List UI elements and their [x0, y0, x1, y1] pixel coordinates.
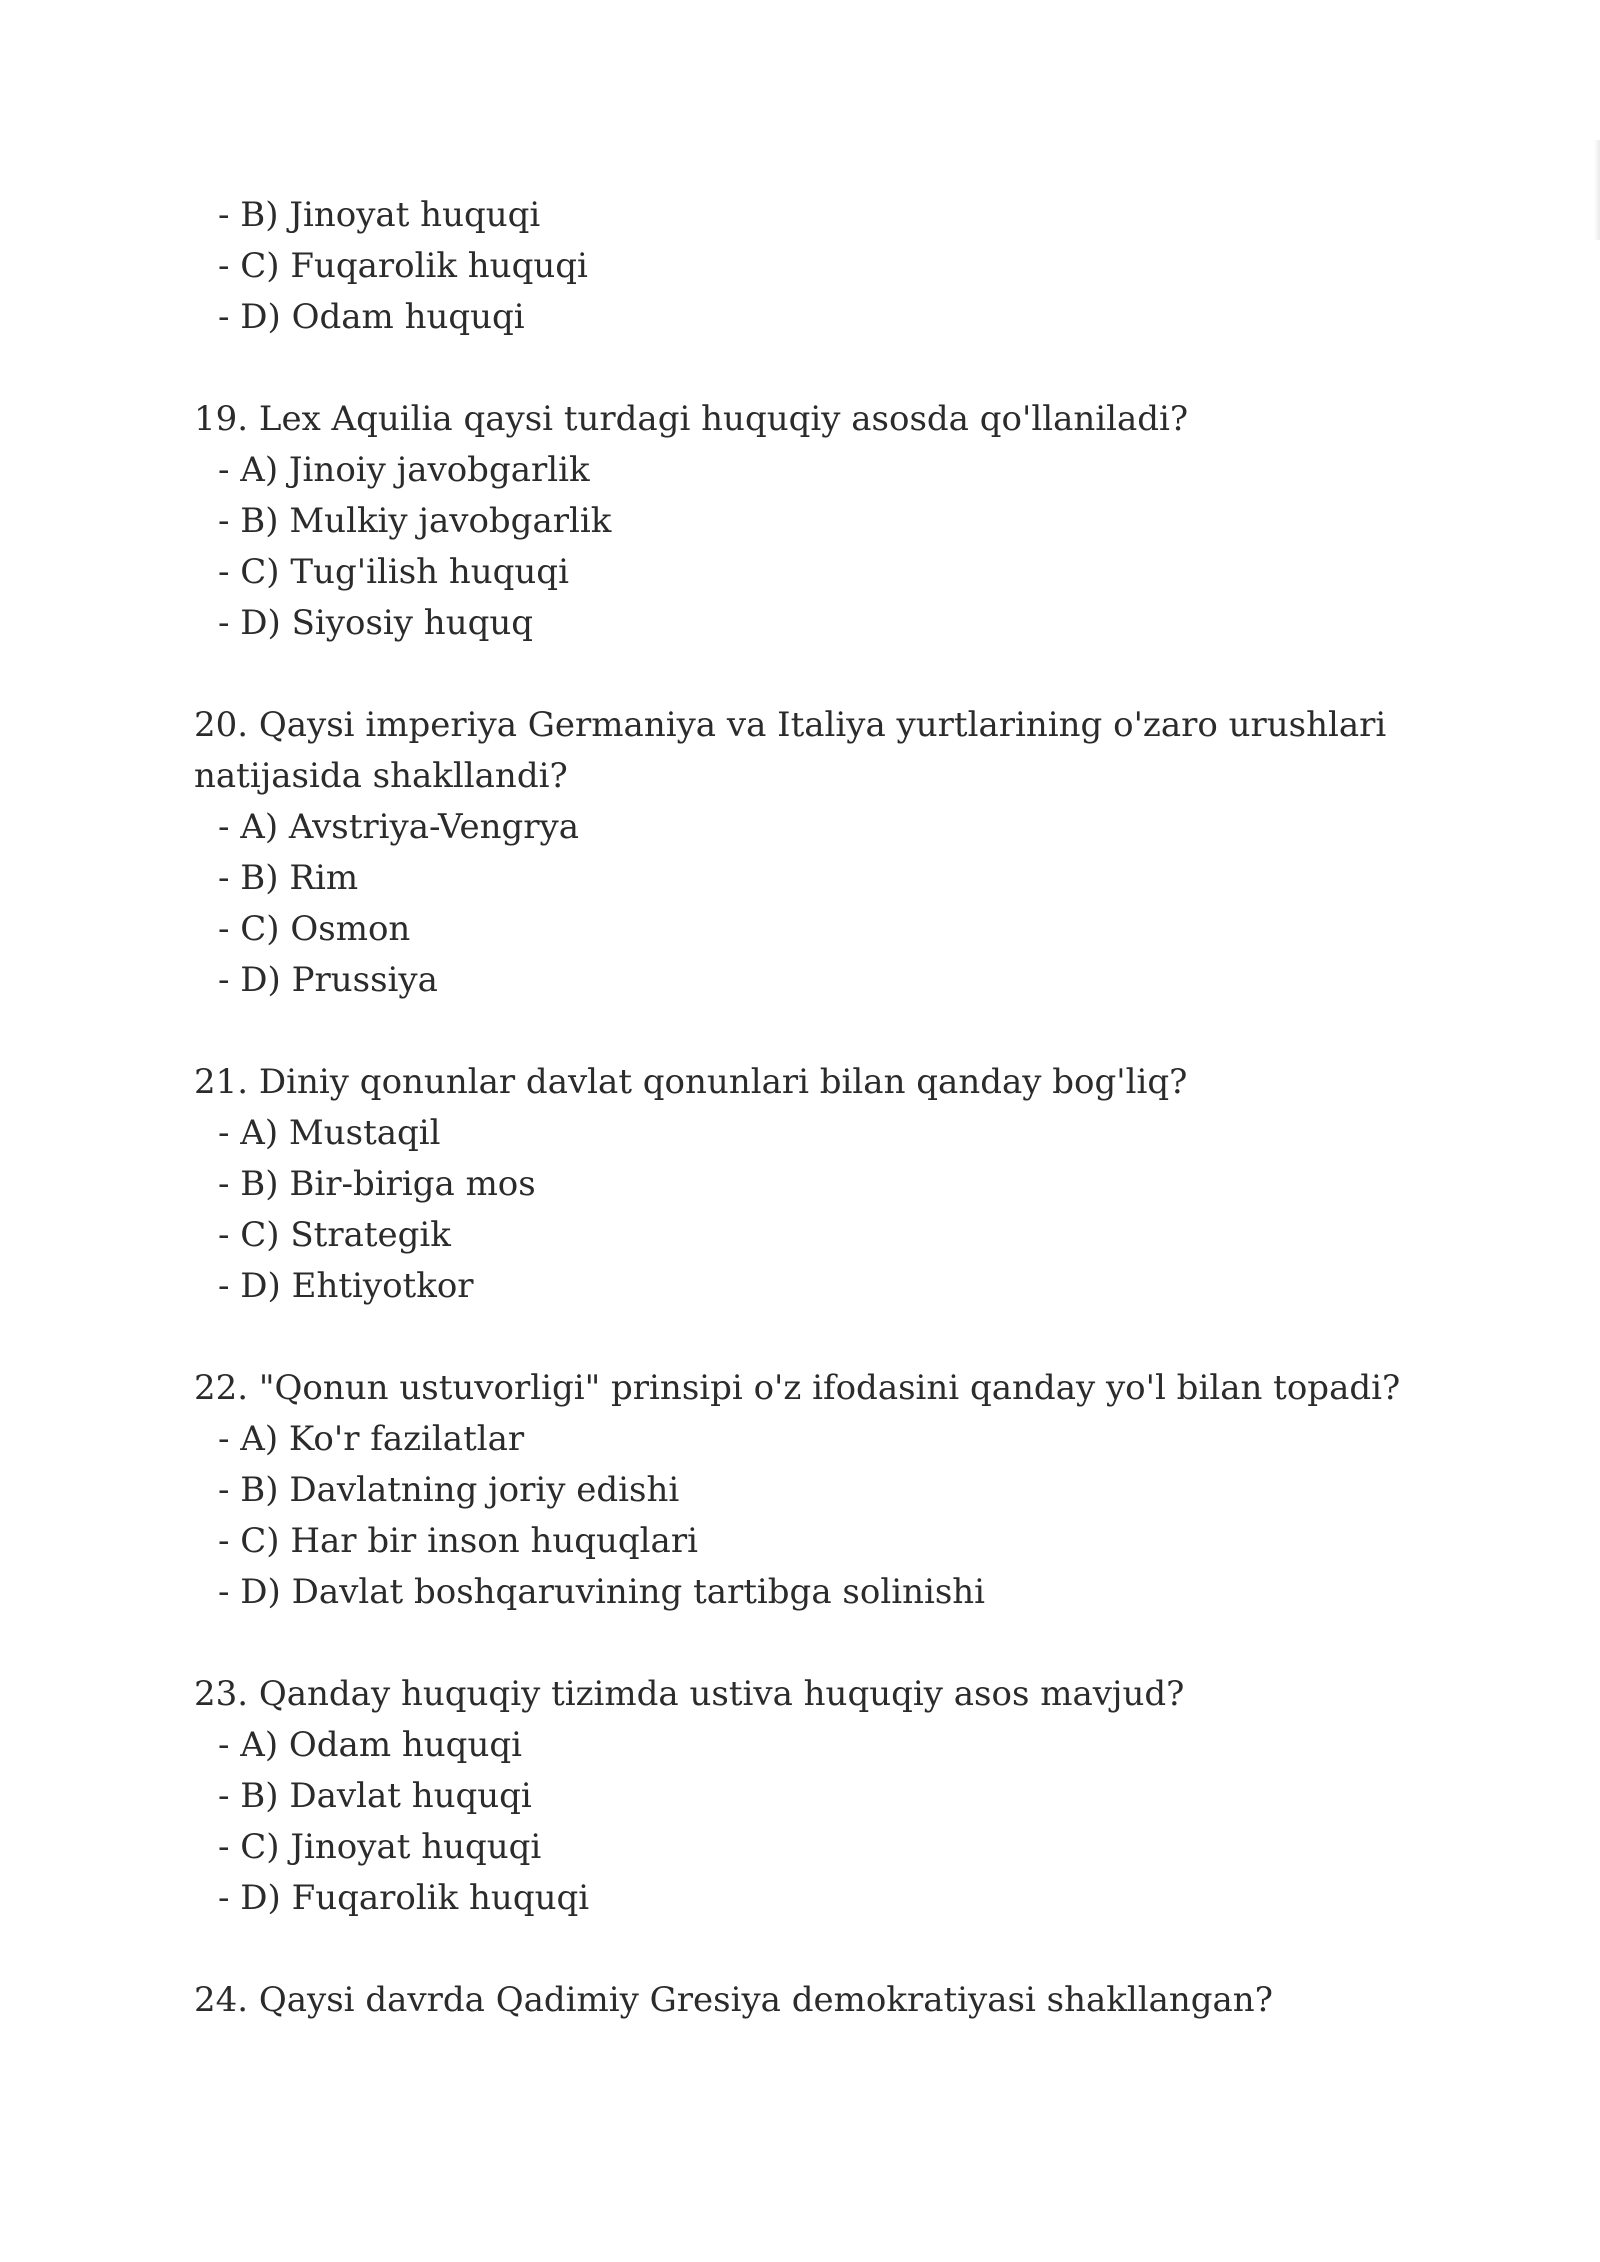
- answer-option: - D) Siyosiy huquq: [218, 603, 534, 643]
- question-text: 24. Qaysi davrda Qadimiy Gresiya demokratiyasi shakllangan?: [194, 1980, 1273, 2020]
- answer-option: - A) Odam huquqi: [218, 1725, 522, 1765]
- answer-option: - D) Ehtiyotkor: [218, 1266, 474, 1306]
- answer-option: - B) Jinoyat huquqi: [218, 195, 541, 235]
- spacer: [194, 1618, 1414, 1669]
- answer-option: - D) Davlat boshqaruvining tartibga solinishi: [218, 1572, 986, 1612]
- page-edge-shadow: [1594, 140, 1600, 240]
- answer-option: - A) Ko'r fazilatlar: [218, 1419, 525, 1459]
- answer-option: - C) Osmon: [218, 909, 411, 949]
- answer-option: - C) Har bir inson huquqlari: [218, 1521, 698, 1561]
- spacer: [194, 1924, 1414, 1975]
- spacer: [194, 649, 1414, 700]
- quiz-content: [194, 190, 1414, 2026]
- answer-option: - A) Jinoiy javobgarlik: [218, 450, 590, 490]
- answer-option: - B) Rim: [218, 858, 359, 898]
- answer-option: - A) Avstriya-Vengrya: [218, 807, 579, 847]
- answer-option: - B) Davlatning joriy edishi: [218, 1470, 680, 1510]
- answer-option: - D) Odam huquqi: [218, 297, 525, 337]
- answer-option: - A) Mustaqil: [218, 1113, 441, 1153]
- question-text: 19. Lex Aquilia qaysi turdagi huquqiy asosda qo'llaniladi?: [194, 399, 1189, 439]
- spacer: [194, 1006, 1414, 1057]
- question-text: 20. Qaysi imperiya Germaniya va Italiya yurtlarining o'zaro urushlari natijasida shakllandi?: [194, 705, 1387, 796]
- answer-option: - C) Jinoyat huquqi: [218, 1827, 542, 1867]
- question-block: [194, 1363, 1414, 1618]
- question-block: [194, 1975, 1414, 2026]
- answer-option: - B) Davlat huquqi: [218, 1776, 532, 1816]
- answer-option: - C) Strategik: [218, 1215, 451, 1255]
- question-block: [194, 700, 1414, 1006]
- answer-option: - B) Bir-biriga mos: [218, 1164, 536, 1204]
- question-block: [194, 394, 1414, 649]
- question-text: 21. Diniy qonunlar davlat qonunlari bilan qanday bog'liq?: [194, 1062, 1188, 1102]
- answer-option: - C) Fuqarolik huquqi: [218, 246, 588, 286]
- answer-option: - D) Prussiya: [218, 960, 438, 1000]
- question-text: 23. Qanday huquqiy tizimda ustiva huquqiy asos mavjud?: [194, 1674, 1185, 1714]
- leading-options: [194, 190, 1414, 343]
- answer-option: - D) Fuqarolik huquqi: [218, 1878, 590, 1918]
- spacer: [194, 343, 1414, 394]
- answer-option: - C) Tug'ilish huquqi: [218, 552, 569, 592]
- question-text: 22. "Qonun ustuvorligi" prinsipi o'z ifodasini qanday yo'l bilan topadi?: [194, 1368, 1401, 1408]
- question-block: [194, 1057, 1414, 1312]
- spacer: [194, 1312, 1414, 1363]
- question-block: [194, 1669, 1414, 1924]
- answer-option: - B) Mulkiy javobgarlik: [218, 501, 612, 541]
